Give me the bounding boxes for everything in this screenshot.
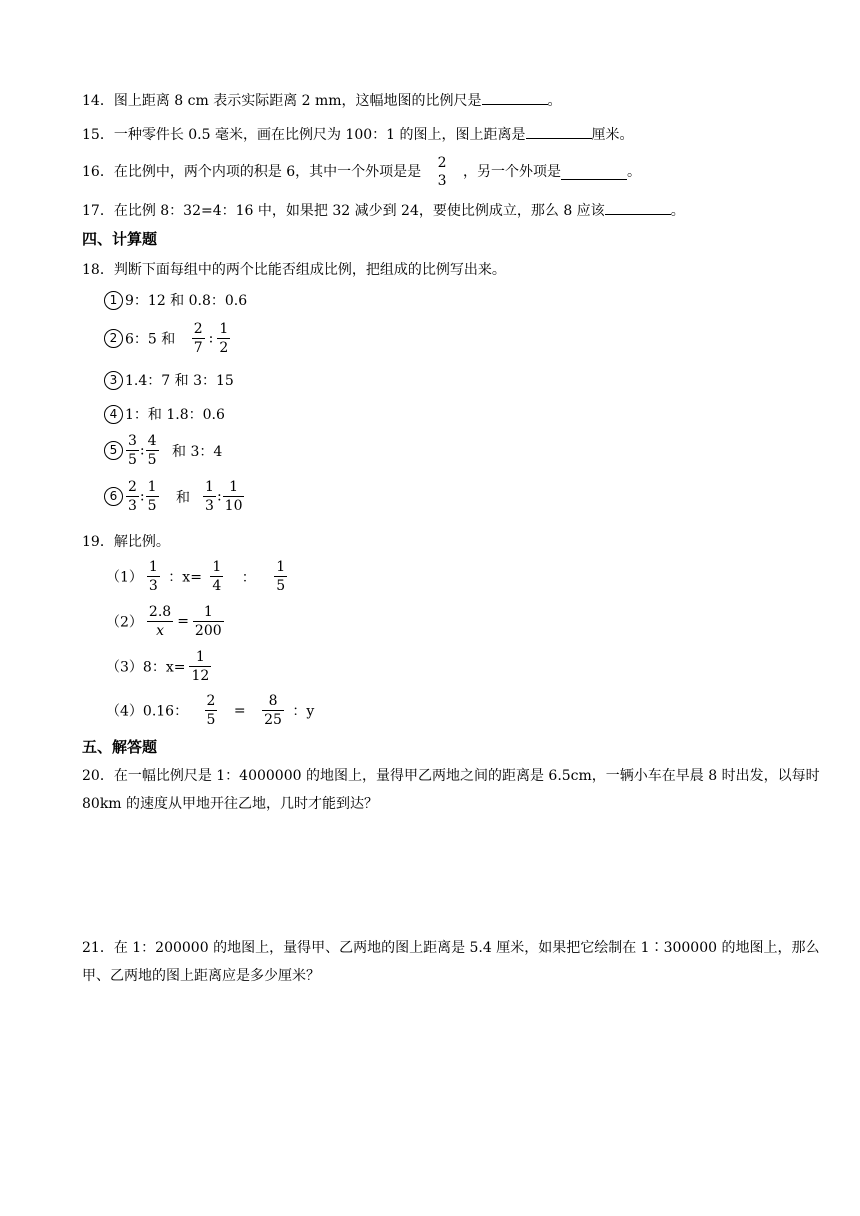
numerator: 1 (203, 604, 213, 620)
q18-item-5 (104, 432, 222, 469)
section-heading: 四、计算题 (82, 230, 158, 248)
numerator: 2 (193, 321, 203, 337)
question-18-stem: 18．判断下面每组中的两个比能否组成比例，把组成的比例写出来。 (82, 262, 506, 278)
part-label: （1） (106, 569, 143, 586)
fraction (189, 648, 211, 685)
circled-number: 4 (104, 405, 123, 424)
denominator: 3 (148, 578, 158, 594)
answer-blank[interactable] (482, 90, 548, 105)
item-text: 6：5 和 (125, 331, 176, 348)
question-15 (82, 124, 634, 145)
equals-sign: = (233, 702, 246, 719)
q19-part-1 (106, 558, 291, 595)
equation-text: ：x= (168, 569, 202, 586)
denominator: 5 (206, 712, 216, 728)
part-label: （4）0.16： (106, 703, 189, 720)
fraction (262, 692, 284, 729)
fraction (147, 558, 160, 595)
numerator: 2 (206, 693, 216, 709)
item-text: 9：12 和 0.8：0.6 (125, 293, 248, 309)
fraction (274, 558, 287, 595)
ratio-colon: : (208, 330, 214, 347)
fraction (146, 432, 159, 469)
question-21: 21．在 1：200000 的地图上，量得甲、乙两地的图上距离是 5.4 厘米，如果把它绘制在 1∶300000 的地图上，那么甲、乙两地的图上距离应是多少厘米？ (82, 940, 820, 984)
equation-text: ：y (292, 703, 315, 720)
denominator: 3 (437, 173, 447, 189)
q18-item-4 (104, 404, 225, 424)
denominator: 4 (212, 578, 222, 594)
question-16-text-2: ，另一个外项是 (463, 164, 561, 180)
section-heading: 五、解答题 (82, 738, 158, 756)
numerator: 1 (205, 479, 214, 495)
ratio-colon: : (216, 488, 222, 505)
fraction (205, 692, 218, 729)
circled-number: 2 (104, 329, 123, 348)
ratio-colon: : (139, 442, 145, 459)
q19-part-4 (106, 692, 314, 729)
question-14 (82, 90, 562, 111)
answer-blank[interactable] (526, 124, 592, 139)
q19-part-2 (106, 603, 228, 640)
fraction (223, 478, 245, 515)
fraction (436, 154, 449, 190)
q18-item-3 (104, 370, 234, 390)
numerator: 1 (229, 479, 239, 495)
numerator: 1 (148, 559, 158, 575)
question-17-end: 。 (670, 203, 685, 219)
question-19-stem: 19．解比例。 (82, 534, 170, 550)
fraction (146, 478, 159, 515)
fraction (217, 320, 230, 357)
numerator: 1 (276, 559, 286, 575)
denominator: 5 (128, 452, 137, 468)
circled-number: 5 (104, 441, 123, 460)
circled-number: 1 (104, 291, 123, 310)
ratio-colon: ： (241, 569, 256, 586)
fraction (193, 603, 224, 640)
q18-item-1 (104, 290, 247, 310)
numerator: 4 (147, 433, 157, 449)
numerator: 3 (128, 433, 137, 449)
question-16-text: 16．在比例中，两个内项的积是 6，其中一个外项是是 (82, 164, 422, 180)
fraction (126, 478, 139, 515)
part-label: （3）8：x= (106, 659, 186, 676)
denominator: 5 (276, 578, 286, 594)
q19-part-3 (106, 648, 215, 685)
q18-item-6 (104, 478, 245, 515)
item-text: 和 3：4 (172, 443, 223, 460)
denominator: 200 (194, 623, 222, 639)
question-17-text: 17．在比例 8：32=4：16 中，如果把 32 减少到 24，要使比例成立，那么 8 应该 (82, 203, 605, 219)
denominator: 10 (224, 498, 243, 514)
denominator: 2 (219, 340, 229, 356)
denominator: 7 (193, 340, 203, 356)
denominator: 25 (264, 712, 282, 728)
fraction (210, 558, 223, 595)
fraction (192, 320, 205, 357)
denominator: 12 (191, 668, 210, 684)
denominator: 5 (147, 452, 157, 468)
circled-number: 3 (104, 371, 123, 390)
question-20: 20．在一幅比例尺是 1：4000000 的地图上，量得甲乙两地之间的距离是 6.5cm，一辆小车在早晨 8 时出发，以每时 80km 的速度从甲地开往乙地，几时才能到达？ (82, 768, 820, 812)
item-text: 1.4：7 和 3：15 (125, 373, 234, 389)
numerator: 1 (147, 479, 157, 495)
numerator: 1 (212, 559, 222, 575)
question-15-end: 厘米。 (591, 127, 634, 143)
ratio-colon: : (139, 488, 145, 505)
numerator: 2 (437, 155, 447, 171)
fraction (126, 432, 139, 469)
question-16-end: 。 (627, 164, 641, 180)
part-label: （2） (106, 614, 143, 631)
numerator: 1 (195, 649, 205, 665)
numerator: 8 (268, 693, 278, 709)
denominator: 3 (128, 498, 137, 514)
answer-blank[interactable] (605, 200, 671, 215)
question-14-end: 。 (547, 93, 562, 109)
denominator: x (147, 621, 173, 640)
numerator: 2 (128, 479, 137, 495)
denominator: 3 (205, 498, 214, 514)
circled-number: 6 (104, 487, 123, 506)
q18-item-2 (104, 320, 234, 357)
numerator: 1 (219, 321, 229, 337)
question-14-text: 14．图上距离 8 cm 表示实际距离 2 mm，这幅地图的比例尺是 (82, 93, 482, 109)
fraction (203, 478, 216, 515)
question-17 (82, 200, 685, 221)
fraction (147, 603, 173, 640)
equals-sign: = (177, 613, 189, 630)
numerator: 2.8 (148, 604, 172, 620)
item-text: 和 (176, 489, 191, 506)
question-16 (82, 152, 641, 192)
denominator: 5 (147, 498, 157, 514)
answer-blank[interactable] (561, 165, 627, 180)
item-text: 1：和 1.8：0.6 (125, 407, 225, 423)
question-15-text: 15．一种零件长 0.5 毫米，画在比例尺为 100：1 的图上，图上距离是 (82, 127, 526, 143)
